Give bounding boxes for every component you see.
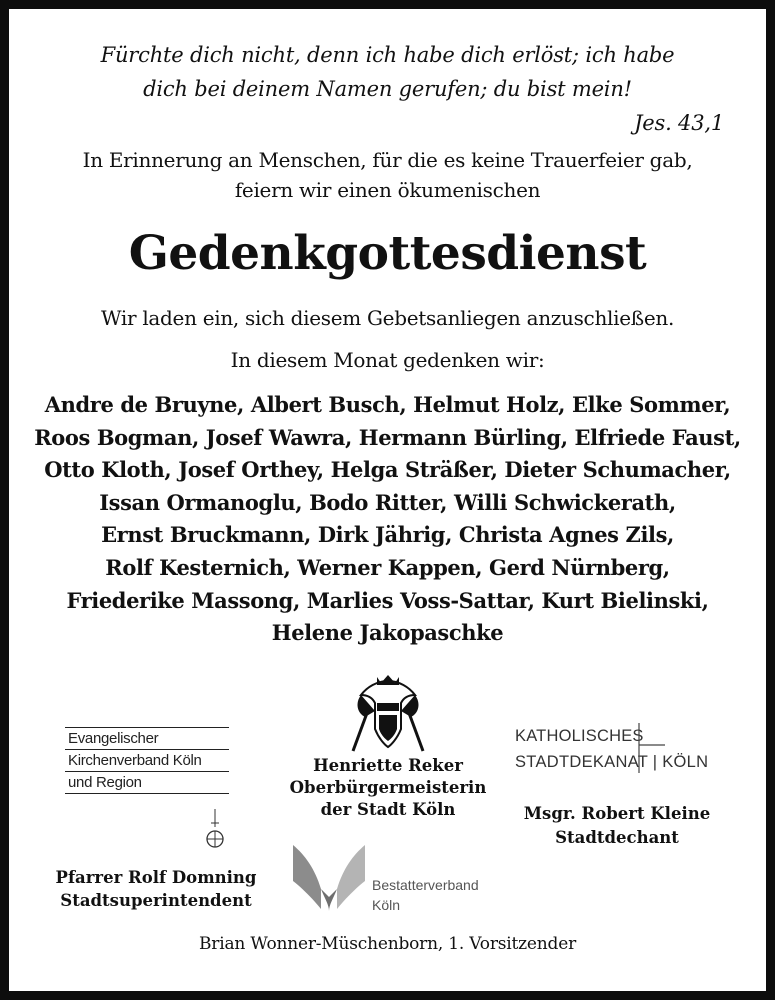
quote-reference: Jes. 43,1 [634, 111, 724, 135]
names-line: Helene Jakopaschke [271, 620, 504, 646]
names-line: Rolf Kesternich, Werner Kappen, Gerd Nürnberg, [105, 554, 670, 580]
catholic-signer-name: Msgr. Robert Kleine [523, 804, 711, 823]
catholic-signer [517, 802, 717, 850]
city-signer [287, 755, 489, 821]
intro-line-1: In Erinnerung an Menschen, für die es keine Trauerfeier gab, [82, 148, 693, 172]
city-signer-name: Henriette Reker [313, 756, 463, 775]
footer-signer: Brian Wonner-Müschenborn, 1. Vorsitzender [198, 934, 576, 954]
catholic-signer-title: Stadtdechant [555, 828, 679, 847]
names-line: Issan Ormanoglu, Bodo Ritter, Willi Schwickerath, [99, 489, 676, 515]
names-line: Ernst Bruckmann, Dirk Jährig, Christa Agnes Zils, [101, 522, 674, 548]
evangelical-signer-name: Pfarrer Rolf Domning [55, 868, 257, 887]
month-intro: In diesem Monat gedenken wir: [230, 348, 545, 372]
evangelical-logo-line: Kirchenverband Köln [68, 752, 202, 769]
city-signer-title: Oberbürgermeisterin [289, 778, 487, 797]
evangelical-logo-line: und Region [68, 774, 142, 791]
undertakers-logo-line: Bestatterverband [372, 877, 479, 893]
page-title: Gedenkgottesdienst [128, 226, 647, 281]
invitation-text: Wir laden ein, sich diesem Gebetsanliegen anzuschließen. [101, 306, 674, 330]
evangelical-signer [51, 866, 261, 912]
evangelical-cross-globe-icon [149, 809, 225, 855]
evangelical-logo-line: Evangelischer [68, 730, 159, 747]
names-list [9, 389, 766, 650]
city-signer-city: der Stadt Köln [320, 800, 456, 819]
names-line: Andre de Bruyne, Albert Busch, Helmut Holz, Elke Sommer, [44, 392, 731, 417]
names-line: Roos Bogman, Josef Wawra, Hermann Bürling, Elfriede Faust, [34, 424, 741, 450]
evangelical-logo [65, 727, 229, 794]
evangelical-signer-title: Stadtsuperintendent [60, 891, 252, 910]
names-line: Friederike Massong, Marlies Voss-Sattar, Kurt Bielinski, [66, 587, 709, 613]
intro-line-2: feiern wir einen ökumenischen [234, 178, 541, 202]
catholic-logo [515, 727, 715, 772]
undertakers-logo-line: Köln [372, 897, 401, 913]
undertakers-logo-text [372, 875, 479, 915]
cologne-coat-of-arms-icon [347, 673, 429, 753]
catholic-cross-icon [627, 723, 667, 775]
catholic-logo-line: STADTDEKANAT | KÖLN [515, 753, 709, 771]
names-line: Otto Kloth, Josef Orthey, Helga Sträßer, Dieter Schumacher, [44, 457, 731, 483]
undertakers-association-logo-icon [291, 841, 367, 913]
quote-line-1: Fürchte dich nicht, denn ich habe dich erlöst; ich habe [100, 43, 675, 67]
quote-line-2: dich bei deinem Namen gerufen; du bist mein! [143, 77, 632, 101]
catholic-logo-line: KATHOLISCHES [515, 727, 644, 745]
